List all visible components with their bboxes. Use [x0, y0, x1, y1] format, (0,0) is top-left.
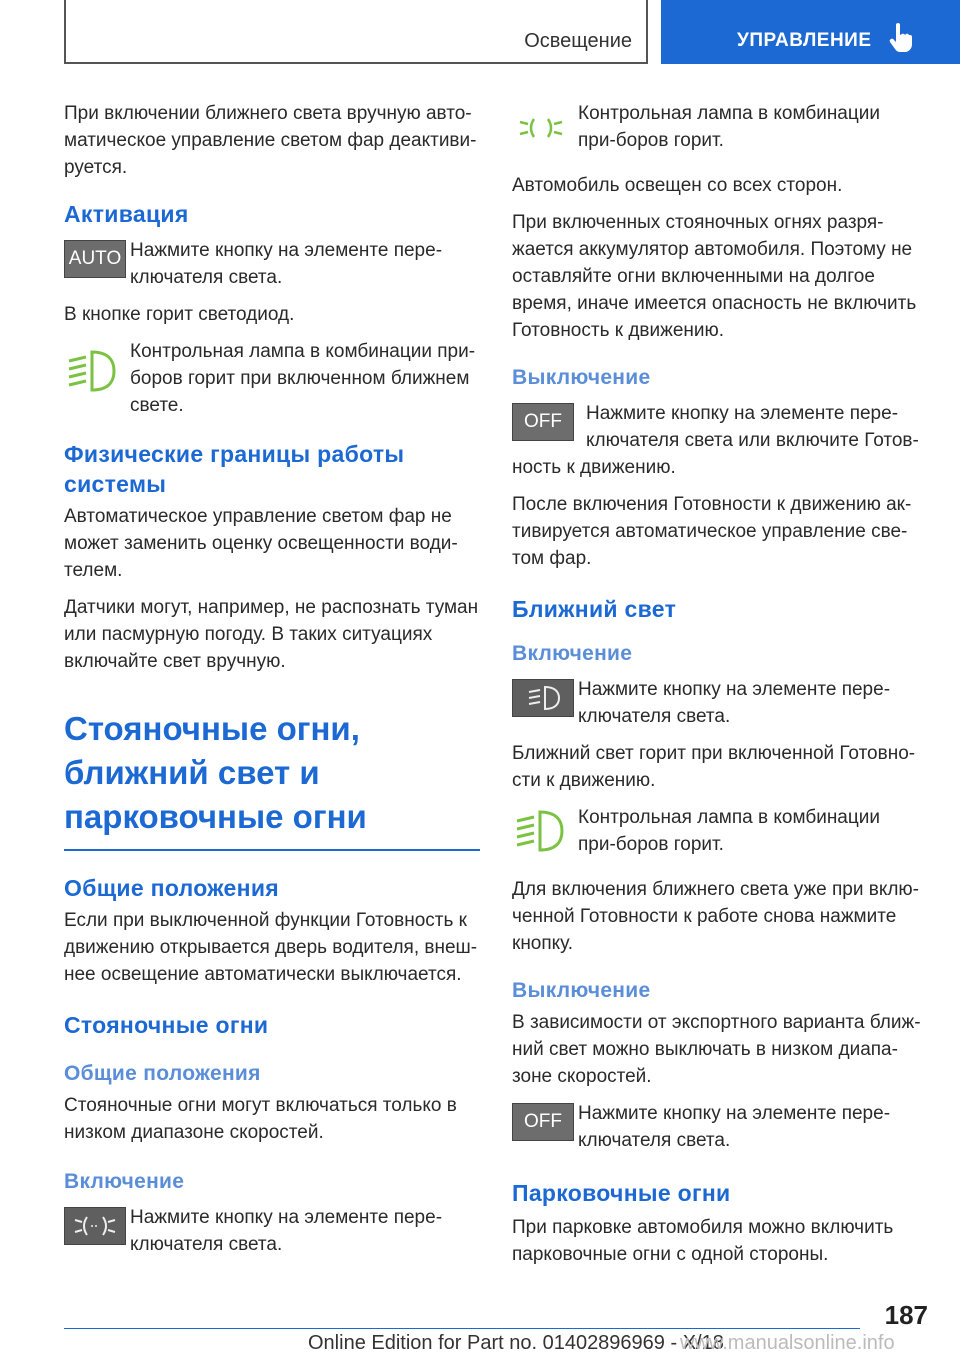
section-title-rule	[64, 849, 480, 851]
limits-paragraph-1: Автоматическое управление светом фар не может заменить оценку освещенности води-телем.	[64, 506, 458, 581]
heading-on: Включение	[64, 1170, 185, 1193]
parking-indicator-row	[512, 100, 922, 162]
heading-low-beam: Ближний свет	[512, 596, 677, 622]
footer-rule	[64, 1328, 860, 1329]
heading-off: Выключение	[512, 366, 651, 389]
parklights-paragraph: При парковке автомобиля можно включить парковочные огни с одной стороны.	[512, 1217, 894, 1265]
off-button-row-2	[512, 1100, 922, 1154]
off-button-icon-2: OFF	[512, 1103, 574, 1141]
parking-light-indicator-icon	[512, 108, 570, 148]
auto-press-text: Нажмите кнопку на элементе пере-ключателя света.	[130, 240, 443, 288]
intro-paragraph: При включении ближнего света вручную авто-матическое управление светом фар деактиви-руется.	[64, 103, 477, 178]
parking-button-row	[64, 1204, 480, 1258]
low-beam-indicator-icon	[64, 348, 120, 394]
auto-button-icon: AUTO	[64, 240, 126, 278]
low-beam-again-paragraph: Для включения ближнего света уже при вклю-ченной Готовности к работе снова нажмите кнопку.	[512, 879, 920, 954]
auto-button-row	[64, 237, 480, 291]
parking-press-text: Нажмите кнопку на элементе пере-ключателя света.	[130, 1207, 443, 1255]
low-beam-indicator-text: Контрольная лампа в комбинации при-боров горит.	[578, 807, 880, 855]
off-press-text: Нажмите кнопку на элементе пере-ключателя света или включите Готов-ность к движению.	[512, 403, 919, 478]
footer-edition: Online Edition for Part no. 01402896969 - X/18	[308, 1332, 724, 1354]
led-paragraph: В кнопке горит светодиод.	[64, 304, 295, 325]
heading-parking-lights: Стояночные огни	[64, 1012, 269, 1038]
indicator-text: Контрольная лампа в комбинации при-боров горит при включенном ближнем свете.	[130, 341, 476, 416]
low-beam-button-row	[512, 676, 922, 730]
export-paragraph: В зависимости от экспортного варианта ближ-ний свет можно выключать в низком диапа-зоне скоростей.	[512, 1012, 921, 1087]
header-tab[interactable]	[661, 0, 960, 64]
parking-general-paragraph: Стояночные огни могут включаться только в низком диапазоне скоростей.	[64, 1095, 457, 1143]
indicator-row	[64, 338, 480, 419]
off2-press-text: Нажмите кнопку на элементе пере-ключателя света.	[578, 1103, 891, 1151]
left-column	[64, 100, 480, 1258]
heading-on-2: Включение	[512, 642, 633, 665]
hand-pointer-icon	[889, 22, 915, 52]
heading-parking-lights-2: Парковочные огни	[512, 1180, 731, 1206]
after-paragraph: После включения Готовности к движению ак-тивируется автоматическое управление све-том фар.	[512, 494, 912, 569]
parking-indicator-text: Контрольная лампа в комбинации при-боров горит.	[578, 103, 880, 151]
page-number: 187	[884, 1300, 928, 1330]
header-section-box	[64, 0, 648, 64]
general-paragraph: Если при выключенной функции Готовность к движению открывается дверь водителя, внеш-нее освещение автоматически выключается.	[64, 910, 478, 985]
low-beam-indicator-row	[512, 804, 922, 866]
section-title: Стояночные огни, ближний свет и парковочные огни	[64, 710, 367, 835]
low-beam-icon	[513, 680, 573, 716]
parking-light-button-icon	[64, 1207, 126, 1245]
low-beam-press-text: Нажмите кнопку на элементе пере-ключателя света.	[578, 679, 891, 727]
low-beam-button-icon	[512, 679, 574, 717]
heading-general: Общие положения	[64, 875, 279, 901]
off-button-icon: OFF	[512, 403, 574, 441]
battery-paragraph: При включенных стояночных огнях разря-жается аккумулятор автомобиля. Поэтому не оставляйте огни включенными на долгое время, иначе имеется опасность не включить Готовность к движению.	[512, 212, 917, 341]
right-column	[512, 100, 922, 1268]
footer-watermark: www.manualsonline.info	[680, 1332, 895, 1354]
heading-limits: Физические границы работы системы	[64, 441, 405, 497]
limits-paragraph-2: Датчики могут, например, не распознать туман или пасмурную погоду. В таких ситуациях включайте свет вручную.	[64, 597, 479, 672]
lit-paragraph: Автомобиль освещен со всех сторон.	[512, 175, 843, 196]
parking-light-icon	[65, 1208, 125, 1244]
low-beam-lit-paragraph: Ближний свет горит при включенной Готовно-сти к движению.	[512, 743, 916, 791]
header-section-title: Освещение	[524, 30, 632, 52]
header-tab-label: УПРАВЛЕНИЕ	[737, 30, 872, 51]
off-button-row	[512, 400, 922, 481]
heading-general-2: Общие положения	[64, 1062, 261, 1085]
heading-off-2: Выключение	[512, 979, 651, 1002]
heading-activation: Активация	[64, 201, 189, 227]
low-beam-indicator-icon-2	[512, 808, 568, 854]
